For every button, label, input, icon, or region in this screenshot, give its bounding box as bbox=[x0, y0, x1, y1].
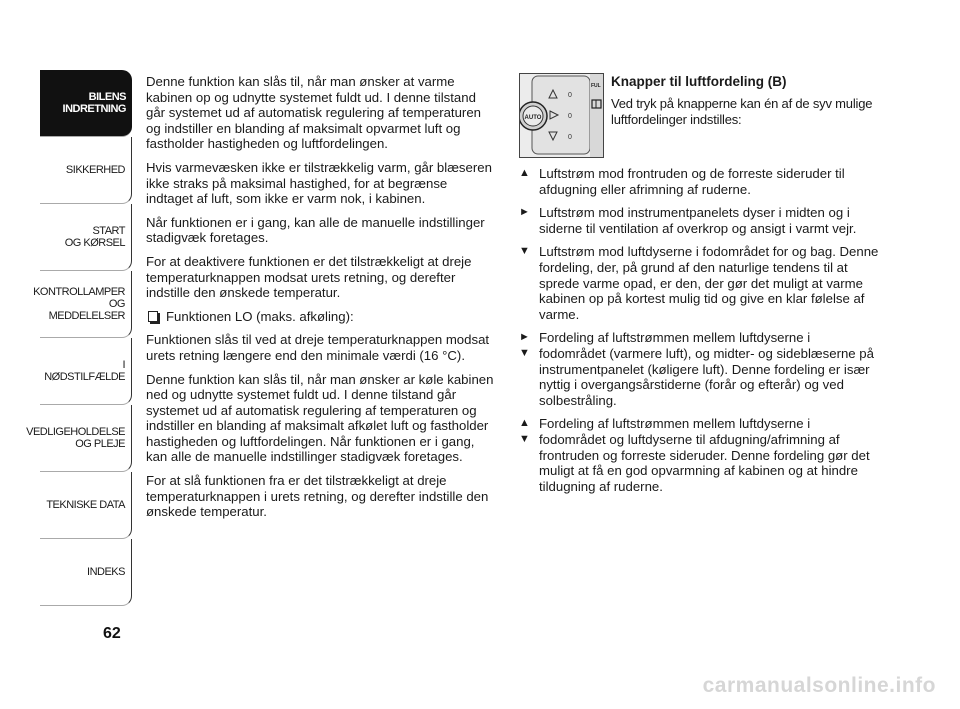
air-distribution-list bbox=[519, 166, 879, 502]
section-header bbox=[611, 74, 881, 127]
checkbox-list-item bbox=[146, 309, 496, 325]
airflow-direction-icon: ▼ bbox=[519, 346, 530, 359]
airflow-direction-icon: ▲ bbox=[519, 417, 530, 430]
chapter-tab-label: OG MEDDELELSER bbox=[48, 298, 125, 322]
chapter-tab-label: INDEKS bbox=[87, 566, 125, 578]
chapter-tab bbox=[40, 338, 132, 405]
checkbox-item-text: Funktionen LO (maks. afkøling): bbox=[166, 308, 354, 324]
chapter-tab bbox=[40, 70, 132, 137]
page-number: 62 bbox=[103, 625, 121, 642]
chapter-tab-label: BILENS bbox=[88, 91, 126, 103]
paragraph: Når funktionen er i gang, kan alle de manuelle indstillinger stadigvæk foretages. bbox=[146, 214, 485, 246]
distribution-item-text: Luftstrøm mod frontruden og de forreste sideruder til afdugning eller afrimning af ruderne. bbox=[539, 166, 845, 197]
paragraph: For at slå funktionen fra er det tilstrækkeligt at dreje temperaturknappen i urets retning, og derefter indstille den ønskede temperatur. bbox=[146, 473, 489, 520]
air-distribution-buttons-figure bbox=[519, 73, 604, 158]
control-panel-illustration bbox=[520, 74, 603, 157]
airflow-direction-icon: ► bbox=[519, 331, 530, 344]
watermark: carmanualsonline.info bbox=[702, 674, 936, 697]
airflow-direction-icon: ► bbox=[519, 206, 530, 219]
chapter-tab bbox=[40, 539, 132, 606]
paragraph: Hvis varmevæsken ikke er tilstrækkelig varm, går blæseren ikke straks på maksimal hastighed, for at begrænse indtaget af luft, som ikke er varm nok, i kabinen. bbox=[146, 159, 492, 207]
distribution-list-item bbox=[519, 244, 879, 322]
left-text-column bbox=[146, 74, 496, 528]
airflow-direction-icon: ▼ bbox=[519, 432, 530, 445]
chapter-tab-label: TEKNISKE DATA bbox=[46, 499, 125, 511]
figure-auto-label: AUTO bbox=[524, 115, 542, 121]
distribution-list-item bbox=[519, 330, 879, 408]
chapter-tab bbox=[40, 137, 132, 204]
distribution-list-item bbox=[519, 416, 879, 494]
chapter-tab bbox=[40, 204, 132, 271]
chapter-tab bbox=[40, 472, 132, 539]
distribution-item-text: Fordeling af luftstrømmen mellem luftdyserne i fodområdet og luftdyserne til afdugning/afrimning af frontruden og forreste sideruder. Denne fordeling gør det muligt at få en god opvarmning af kabinen og at hindre tildugning af ruderne. bbox=[539, 416, 870, 494]
chapter-tab-label: VEDLIGEHOLDELSE bbox=[26, 426, 125, 438]
checkbox-bullet-icon bbox=[148, 311, 158, 322]
airflow-direction-icon: ▲ bbox=[519, 167, 530, 179]
distribution-list-item bbox=[519, 166, 879, 197]
chapter-tab-label: INDRETNING bbox=[62, 103, 126, 115]
figure-ful-label: FUL bbox=[591, 83, 601, 89]
paragraph: Denne funktion kan slås til, når man ønsker ar køle kabinen ned og udnytte systemet fuldt ud. I denne tilstand går systemet ud af automatisk regulering af temperaturen og indstiller en blanding af maksimalt afkølet luft og fastholder hastigheden og luftfordelingen. Når funktionen er i gang, kan alle de manuelle indstillinger stadigvæk foretages. bbox=[146, 371, 494, 465]
chapter-tab-label: I NØDSTILFÆLDE bbox=[44, 359, 125, 383]
svg-text:0: 0 bbox=[568, 134, 572, 141]
airflow-direction-icon: ▼ bbox=[519, 245, 530, 258]
svg-text:0: 0 bbox=[568, 113, 572, 120]
paragraph: Denne funktion kan slås til, når man ønsker at varme kabinen op og udnytte systemet fuldt ud. I denne tilstand går systemet ud af automatisk regulering af temperaturen og indstiller en blanding af maksimalt opvarmet luft og fastholder hastigheden og luftfordelingen. bbox=[146, 74, 481, 152]
distribution-item-text: Luftstrøm mod luftdyserne i fodområdet for og bag. Denne fordeling, der, på grund af den naturlige tendens til at sprede varme opad, er den, der gør det muligt at varme kabinen op på kortest mulig tid og give en klar følelse af varme. bbox=[539, 244, 879, 322]
chapter-tab-label: SIKKERHED bbox=[65, 164, 125, 176]
section-title: Knapper til luftfordeling (B) bbox=[611, 74, 787, 89]
distribution-item-text: Luftstrøm mod instrumentpanelets dyser i midten og i siderne til ventilation af overkrop og ansigt i varmt vejr. bbox=[539, 205, 857, 236]
paragraph: For at deaktivere funktionen er det tilstrækkeligt at dreje temperaturknappen modsat urets retning, og derefter indstille den ønskede temperatur. bbox=[146, 253, 472, 301]
chapter-tab-label: OG PLEJE bbox=[75, 438, 125, 450]
section-intro: Ved tryk på knapperne kan én af de syv mulige luftfordelinger indstilles: bbox=[611, 96, 873, 127]
chapter-tabs bbox=[26, 70, 132, 606]
svg-text:0: 0 bbox=[568, 92, 572, 99]
chapter-tab-label: START bbox=[92, 225, 125, 237]
distribution-list-item bbox=[519, 205, 879, 236]
chapter-tab-label: OG KØRSEL bbox=[64, 237, 125, 249]
chapter-tab-label: KONTROLLAMPER bbox=[33, 286, 125, 298]
chapter-tab bbox=[33, 271, 132, 338]
distribution-item-text: Fordeling af luftstrømmen mellem luftdyserne i fodområdet (varmere luft), og midter- og sideblæserne på instrumentpanelet (køligere luft). Denne fordeling er især nyttig i overgangsårstiderne (forår og efterår) og ved solbestråling. bbox=[539, 330, 874, 408]
chapter-tab bbox=[26, 405, 132, 472]
paragraph: Funktionen slås til ved at dreje temperaturknappen modsat urets retning længere end den minimale værdi (16 °C). bbox=[146, 332, 490, 363]
